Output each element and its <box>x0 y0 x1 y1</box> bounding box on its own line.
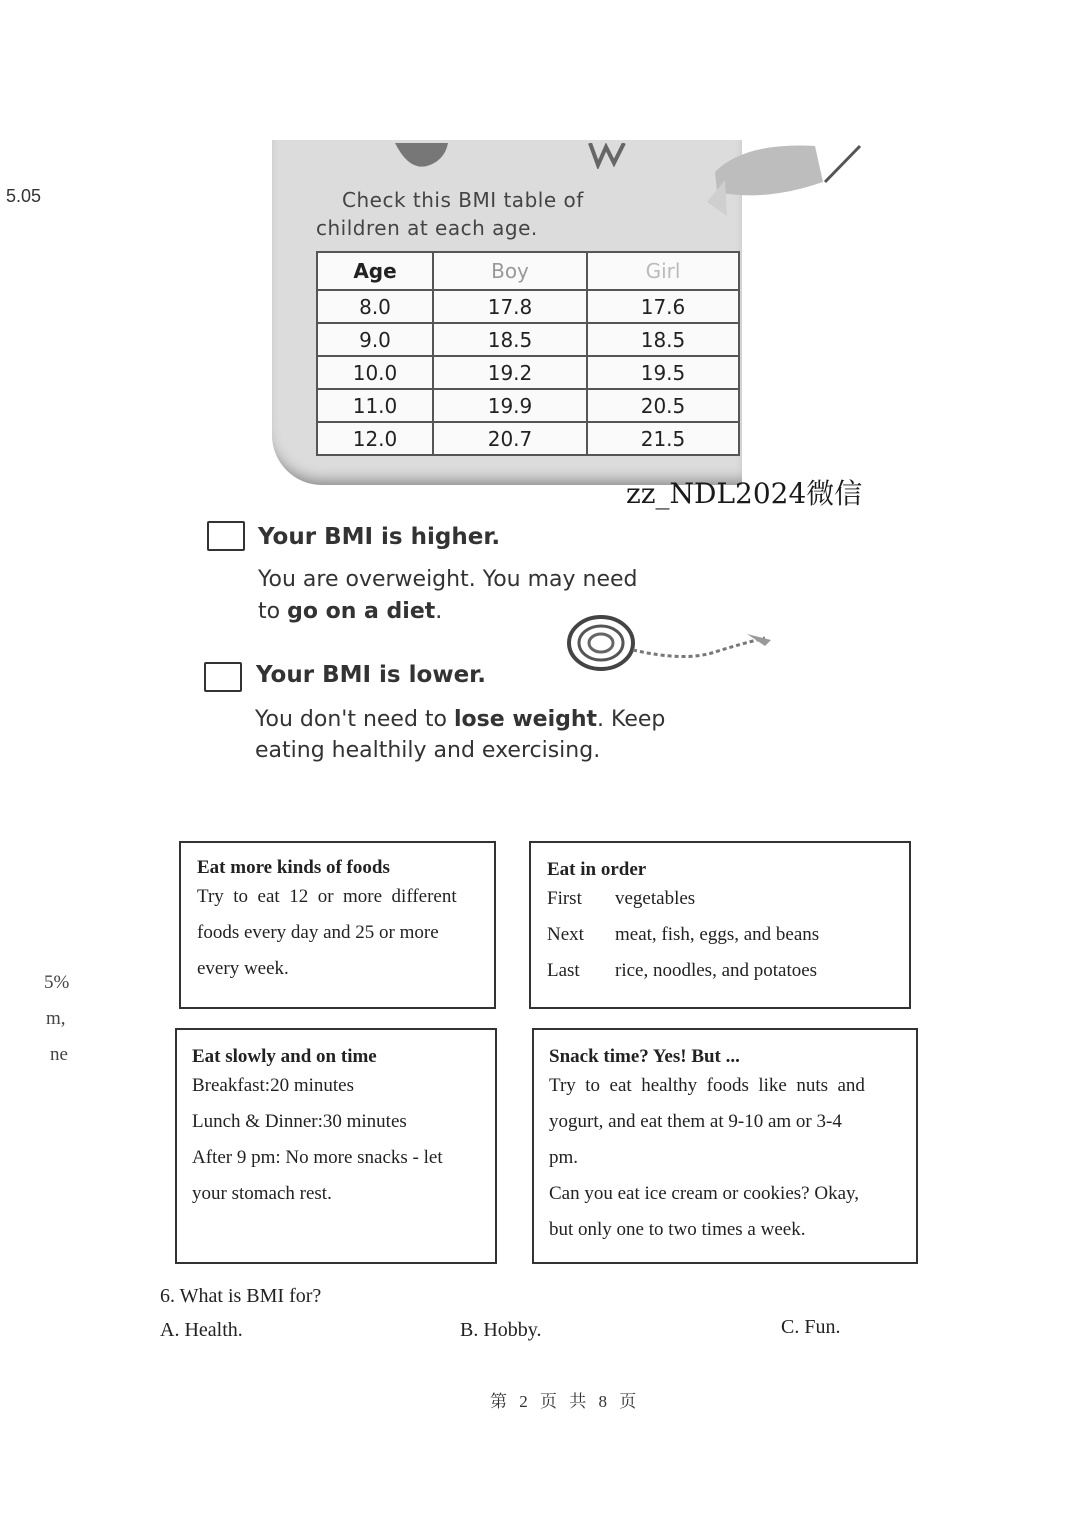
snack-line4: Can you eat ice cream or cookies? Okay, <box>549 1183 860 1204</box>
slowly-line4: your stomach rest. <box>192 1183 332 1204</box>
table-row <box>317 323 739 356</box>
cell-girl: 19.5 <box>587 356 739 389</box>
higher-checkbox[interactable] <box>207 521 245 551</box>
lower-line1 <box>255 704 665 735</box>
margin-note-1: 5% <box>44 972 70 993</box>
lower-heading: Your BMI is lower. <box>256 662 486 688</box>
option-a[interactable]: A. Health. <box>160 1319 243 1341</box>
cell-girl: 17.6 <box>587 290 739 323</box>
cell-girl: 21.5 <box>587 422 739 455</box>
snack-title: Snack time? Yes! But ... <box>549 1046 740 1067</box>
kinds-title: Eat more kinds of foods <box>197 857 390 878</box>
margin-note-2: m, <box>46 1008 66 1029</box>
margin-note-3: ne <box>50 1044 68 1065</box>
hand-illustration-2 <box>588 143 628 169</box>
order-key: First <box>547 888 582 909</box>
cell-age: 9.0 <box>317 323 433 356</box>
measuring-tape-icon <box>565 612 775 674</box>
pen-illustration <box>705 142 865 222</box>
cell-girl: 18.5 <box>587 323 739 356</box>
kinds-line3: every week. <box>197 958 289 979</box>
bmi-table <box>316 251 740 456</box>
cell-age: 10.0 <box>317 356 433 389</box>
order-row <box>547 917 895 953</box>
table-row <box>317 290 739 323</box>
order-row <box>547 881 895 917</box>
option-c[interactable]: C. Fun. <box>781 1316 841 1338</box>
order-value: meat, fish, eggs, and beans <box>615 924 820 945</box>
order-value: vegetables <box>615 888 696 909</box>
tip-box-snack <box>532 1028 918 1264</box>
snack-line2: yogurt, and eat them at 9-10 am or 3-4 <box>549 1111 842 1132</box>
cell-age: 11.0 <box>317 389 433 422</box>
order-title: Eat in order <box>547 859 647 880</box>
option-b[interactable]: B. Hobby. <box>460 1319 542 1341</box>
slowly-line3: After 9 pm: No more snacks - let <box>192 1147 443 1168</box>
kinds-line1: Try to eat 12 or more different <box>197 886 457 907</box>
cell-boy: 20.7 <box>433 422 587 455</box>
slowly-line2: Lunch & Dinner:30 minutes <box>192 1111 407 1132</box>
snack-line5: but only one to two times a week. <box>549 1219 806 1240</box>
higher-line2-post: . <box>435 599 443 624</box>
cell-girl: 20.5 <box>587 389 739 422</box>
page-number: 第 2 页 共 8 页 <box>490 1392 641 1411</box>
hand-illustration <box>390 143 450 171</box>
header-girl: Girl <box>587 252 739 290</box>
bmi-panel-title <box>316 186 584 242</box>
lower-line1-pre: You don't need to <box>255 707 454 732</box>
snack-line1: Try to eat healthy foods like nuts and <box>549 1075 865 1096</box>
order-key: Next <box>547 924 584 945</box>
higher-heading: Your BMI is higher. <box>258 524 501 550</box>
tip-box-kinds <box>179 841 496 1009</box>
bmi-title-line1: Check this BMI table of <box>342 188 584 212</box>
margin-note-top: 5.05 <box>6 186 42 206</box>
header-age: Age <box>317 252 433 290</box>
cell-boy: 17.8 <box>433 290 587 323</box>
cell-boy: 19.2 <box>433 356 587 389</box>
order-row <box>547 953 895 989</box>
lower-line1-post: . Keep <box>597 707 666 732</box>
higher-line2-pre: to <box>258 599 288 624</box>
lower-line2: eating healthily and exercising. <box>255 738 601 763</box>
watermark-text: zz_NDL2024微信 <box>626 477 863 510</box>
cell-age: 12.0 <box>317 422 433 455</box>
slowly-line1: Breakfast:20 minutes <box>192 1075 354 1096</box>
lower-checkbox[interactable] <box>204 662 242 692</box>
order-key: Last <box>547 960 580 981</box>
tip-box-slowly <box>175 1028 497 1264</box>
snack-line3: pm. <box>549 1147 579 1168</box>
table-row <box>317 356 739 389</box>
table-row <box>317 422 739 455</box>
cell-boy: 18.5 <box>433 323 587 356</box>
higher-line1: You are overweight. You may need <box>258 567 638 592</box>
go-on-a-diet: go on a diet <box>287 599 436 624</box>
question-text: 6. What is BMI for? <box>160 1285 322 1307</box>
kinds-line2: foods every day and 25 or more <box>197 922 439 943</box>
bmi-table-header <box>317 252 739 290</box>
header-boy: Boy <box>433 252 587 290</box>
bmi-title-line2: children at each age. <box>316 216 538 240</box>
table-row <box>317 389 739 422</box>
order-value: rice, noodles, and potatoes <box>615 960 818 981</box>
cell-age: 8.0 <box>317 290 433 323</box>
lower-body <box>255 704 665 766</box>
tip-box-order <box>529 841 911 1009</box>
lose-weight: lose weight <box>454 707 598 732</box>
slowly-title: Eat slowly and on time <box>192 1046 377 1067</box>
cell-boy: 19.9 <box>433 389 587 422</box>
